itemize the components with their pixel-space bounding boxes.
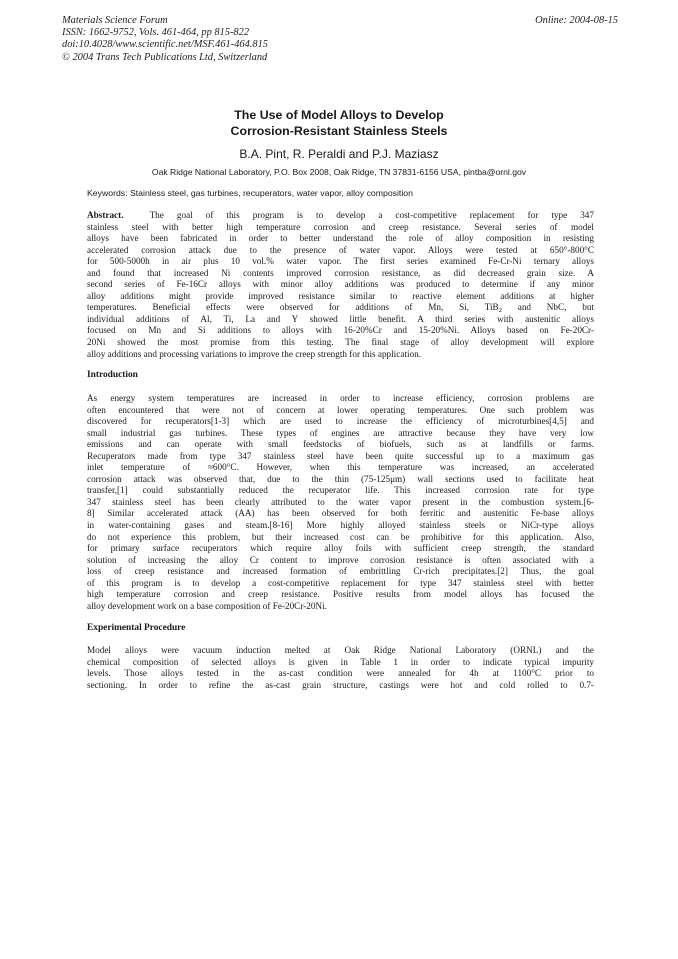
text-line: sectioning. In order to refine the as-cast grain structure, castings were hot and cold rolled to 0.7- <box>87 679 594 690</box>
abstract-line: Abstract. The goal of this program is to develop a cost-competitive replacement for type 347 <box>87 210 594 220</box>
text-line: inlet temperature of ≈600°C. However, when this temperature was increased, an accelerated <box>87 462 594 473</box>
text-line: high temperature corrosion and creep resistance. Positive results from model alloys has focused the <box>87 589 594 600</box>
abstract-line: stainless steel with better high temperature corrosion and creep resistance. Several series of model <box>87 221 594 232</box>
abstract-line: alloy additions and processing variations to improve the creep strength for this application. <box>87 348 421 359</box>
text-line: do not experience this problem, but their increased cost can be prohibitive for this application. Also, <box>87 531 594 542</box>
text-line: chemical composition of selected alloys is given in Table 1 in order to indicate typical impurity <box>87 656 594 667</box>
journal-header <box>62 15 618 64</box>
abstract-line: second series of Fe-16Cr alloys with minor alloy additions was produced to determine if any minor <box>87 279 594 290</box>
section-heading-introduction: Introduction <box>87 370 138 380</box>
text-line: discovered for recuperators[1-3] which are used to increase the efficiency of microturbines[4,5] and <box>87 416 594 427</box>
issn-line: ISSN: 1662-9752, Vols. 461-464, pp 815-822 <box>62 27 250 39</box>
text-line: for primary surface recuperators which require alloy foils with sufficient creep strength, the standard <box>87 543 594 554</box>
title-line-2: Corrosion-Resistant Stainless Steels <box>230 124 448 138</box>
text-line: small industrial gas turbines. These types of engines are attractive because they have very low <box>87 427 594 438</box>
abstract-paragraph <box>87 210 594 360</box>
text-line: 347 stainless steel has been clearly attributed to the water vapor present in the combustion system.[6- <box>87 496 594 507</box>
text-line: transfer,[1] could substantially reduced the recuperator life. This increased corrosion rate for type <box>87 485 594 496</box>
abstract-line: and found that increased Ni contents improved corrosion resistance, as did decreased grain size. A <box>87 267 594 278</box>
abstract-label: Abstract. <box>87 210 124 220</box>
text-line: As energy system temperatures are increased in order to increase efficiency, corrosion problems are <box>87 393 594 403</box>
journal-name: Materials Science Forum <box>62 15 168 26</box>
copyright-line: © 2004 Trans Tech Publications Ltd, Switzerland <box>62 51 268 63</box>
text-line: levels. Those alloys tested in the as-cast condition were annealed for 4h at 1100°C prior to <box>87 668 594 679</box>
text-line: 8] Similar accelerated attack (AA) has been observed for both ferritic and austenitic Fe-base alloys <box>87 508 594 519</box>
abstract-line: focused on Mn and Si additions to alloys with 16-20%Cr and 15-20%Ni. Alloys based on Fe-20Cr- <box>87 325 594 336</box>
title-line-1: The Use of Model Alloys to Develop <box>234 108 444 122</box>
experimental-paragraph <box>87 645 594 691</box>
text-line: solution of increasing the alloy Cr content to improve corrosion resistance is often associated with a <box>87 554 594 565</box>
abstract-line: temperatures. Beneficial effects were observed for additions of Mn, Si, TiB$_2$ and NbC, but <box>87 302 594 315</box>
abstract-line: accelerated corrosion attack due to the presence of water vapor. Alloys were tested at 650°-800°C <box>87 244 594 255</box>
text-line: alloy development work on a base composition of Fe-20Cr-20Ni. <box>87 600 327 611</box>
section-heading-experimental: Experimental Procedure <box>87 623 186 633</box>
text-line: in water-containing gases and steam.[8-16] More highly alloyed stainless steels or NiCr-type alloys <box>87 520 594 531</box>
text-line: of this program is to develop a cost-competitive replacement for type 347 stainless steel with better <box>87 577 594 588</box>
author-list: B.A. Pint, R. Peraldi and P.J. Maziasz <box>239 147 439 161</box>
text-line: often encountered that were not of concern at lower operating temperatures. One such problem was <box>87 404 594 415</box>
abstract-line: for 500-5000h in air plus 10 vol.% water vapor. The first series examined Fe-Cr-Ni ternary alloys <box>87 256 594 267</box>
text-line: corrosion attack was observed that, due to the thin (75-125μm) wall sections used to facilitate heat <box>87 473 594 484</box>
affiliation: Oak Ridge National Laboratory, P.O. Box 2008, Oak Ridge, TN 37831-6156 USA, pintba@ornl.gov <box>151 167 527 177</box>
paper-title <box>0 107 678 139</box>
abstract-line: alloy additions might provide improved resistance similar to reactive element additions at higher <box>87 290 594 301</box>
text-line: emissions and can operate with small feedstocks of biofuels, such as at landfills or farms. <box>87 439 594 450</box>
keywords: Keywords: Stainless steel, gas turbines, recuperators, water vapor, alloy composition <box>87 188 413 198</box>
abstract-line: alloys have been fabricated in order to better understand the role of alloy composition in resisting <box>87 233 594 244</box>
text-line: loss of creep resistance and increased formation of embrittling Cr-rich precipitates.[2] Thus, the goal <box>87 566 594 577</box>
text-line: Model alloys were vacuum induction melted at Oak Ridge National Laboratory (ORNL) and the <box>87 645 594 655</box>
online-date: Online: 2004-08-15 <box>535 15 618 26</box>
text-line: Recuperators made from type 347 stainless steel have been quite successful up to a maximum gas <box>87 450 594 461</box>
abstract-line: 20Ni showed the most promise from this testing. The final stage of alloy development will explore <box>87 337 594 348</box>
introduction-paragraph <box>87 393 594 612</box>
abstract-line: individual additions of Al, Ti, La and Y showed little benefit. A third series with austenitic alloys <box>87 313 594 324</box>
doi-line[interactable]: doi:10.4028/www.scientific.net/MSF.461-464.815 <box>62 39 268 51</box>
